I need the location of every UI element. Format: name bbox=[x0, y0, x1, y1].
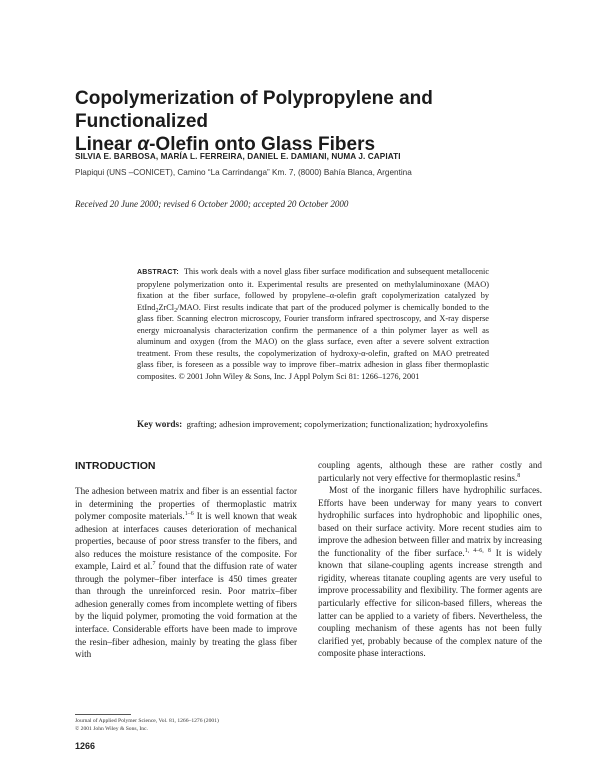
intro-paragraph-2 bbox=[318, 484, 542, 660]
intro-paragraph-1 bbox=[75, 485, 297, 661]
title-line-1: Copolymerization of Polypropylene and Functionalized bbox=[75, 88, 433, 132]
intro-p1-text-b: It is well known that weak adhesion at interfaces causes deterioration of mechanical properties, because of poor stress transfer to the fibers, and also reduces the moisture resistance of the composite. For example, Laird et al. bbox=[75, 511, 297, 572]
received-dates: Received 20 June 2000; revised 6 October 2000; accepted 20 October 2000 bbox=[75, 199, 349, 209]
copyright-line: © 2001 John Wiley & Sons, Inc. bbox=[75, 726, 148, 732]
abstract-text-1: This work deals with a novel glass fiber surface modification and subsequent metallocenic propylene polymerization onto it. Experimental results are presented on methylaluminoxane (MAO) fixation at the fiber surface, followed by propylene–α-olefin graft copolymerization catalyzed by EtInd bbox=[137, 267, 489, 312]
keywords-text: grafting; adhesion improvement; copolymerization; functionalization; hydroxyolefins bbox=[186, 419, 488, 429]
affiliation: Plapiqui (UNS –CONICET), Camino “La Carrindanga” Km. 7, (8000) Bahía Blanca, Argentina bbox=[75, 168, 412, 177]
citation-1-4-6-8: 1, 4–6, 8 bbox=[464, 547, 491, 554]
abstract-text-2: ZrCl bbox=[158, 302, 175, 312]
title-alpha: α bbox=[137, 134, 150, 155]
article-title bbox=[75, 87, 545, 156]
abstract-text-3: /MAO. First results indicate that part of the produced polymer is chemically bonded to the glass fiber. Scanning electron microscopy, Fourier transform infrared spectroscopy, and X-ray disperse energy microanalysis characterization confirm the permanence of a thin polymer layer as well as aluminum and oxygen (from the MAO) on the glass surface, even after a severe solvent extraction treatment. From these results, the copolymerization of hydroxy-α-olefin, grafted on MAO pretreated glass fiber, is foreseen as a possible way to improve fiber–matrix adhesion in glass fiber thermoplastic composites. © 2001 John Wiley & Sons, Inc. J Appl Polym Sci 81: 1266–1276, 2001 bbox=[137, 302, 489, 381]
abstract-subscript-1: 2 bbox=[155, 307, 159, 314]
title-line-2-prefix: Linear bbox=[75, 134, 138, 155]
page-number: 1266 bbox=[75, 741, 96, 751]
intro-p2-text-a: Most of the inorganic fillers have hydrophilic surfaces. Efforts have been underway for many years to convert hydrophilic surfaces into hydrophobic and lipophilic ones, based on their surface activity. More recent studies aim to improve the adhesion between filler and matrix by increasing the functionality of the fiber surface. bbox=[318, 485, 542, 558]
footnote-divider bbox=[75, 714, 131, 715]
author-list: SILVIA E. BARBOSA, MARÍA L. FERREIRA, DANIEL E. DAMIANI, NUMA J. CAPIATI bbox=[75, 152, 401, 161]
citation-1-6: 1–6 bbox=[184, 511, 194, 518]
keywords-label: Key words: bbox=[137, 419, 183, 429]
keywords bbox=[137, 418, 489, 431]
abstract bbox=[137, 266, 489, 382]
intro-p2-text-b: It is widely known that silane-coupling agents increase strength and rigidity, whereas titanate coupling agents are very useful to improve processability and flexibility. The former agents are particularly effective for silicon-based fillers, whereas the latter can be applied to a variety of fibers. Nevertheless, the coupling mechanism of these agents has not been fully clarified yet, probably because of the complex nature of the composite phase interactions. bbox=[318, 547, 543, 659]
abstract-subscript-2: 2 bbox=[174, 307, 178, 314]
section-heading-introduction: INTRODUCTION bbox=[75, 460, 156, 472]
title-line-2-suffix: -Olefin onto Glass Fibers bbox=[149, 134, 376, 155]
intro-p1-text-a: The adhesion between matrix and fiber is an essential factor in determining the properties of thermoplastic matrix polymer composite materials. bbox=[75, 486, 297, 522]
right-column bbox=[318, 459, 542, 660]
journal-footnote bbox=[75, 717, 219, 733]
citation-8: 8 bbox=[517, 472, 521, 479]
intro-paragraph-1-continued bbox=[318, 459, 542, 484]
citation-7: 7 bbox=[152, 561, 156, 568]
intro-p1-cont-text: coupling agents, although these are rather costly and particularly not very effective for thermoplastic resins. bbox=[318, 460, 542, 483]
abstract-label: ABSTRACT: bbox=[137, 269, 179, 276]
journal-citation: Journal of Applied Polymer Science, Vol. 81, 1266–1276 (2001) bbox=[75, 718, 219, 724]
intro-p1-text-c: found that the diffusion rate of water through the polymer–fiber interface is 450 times greater than through the unreinforced resin. Poor matrix–fiber adhesion generally comes from incomplete wetting of fibers by the liquid polymer, promoting the void formation at the interface. Considerable efforts have been made to improve the resin–fiber adhesion, mainly by treating the glass fiber with bbox=[75, 561, 297, 660]
